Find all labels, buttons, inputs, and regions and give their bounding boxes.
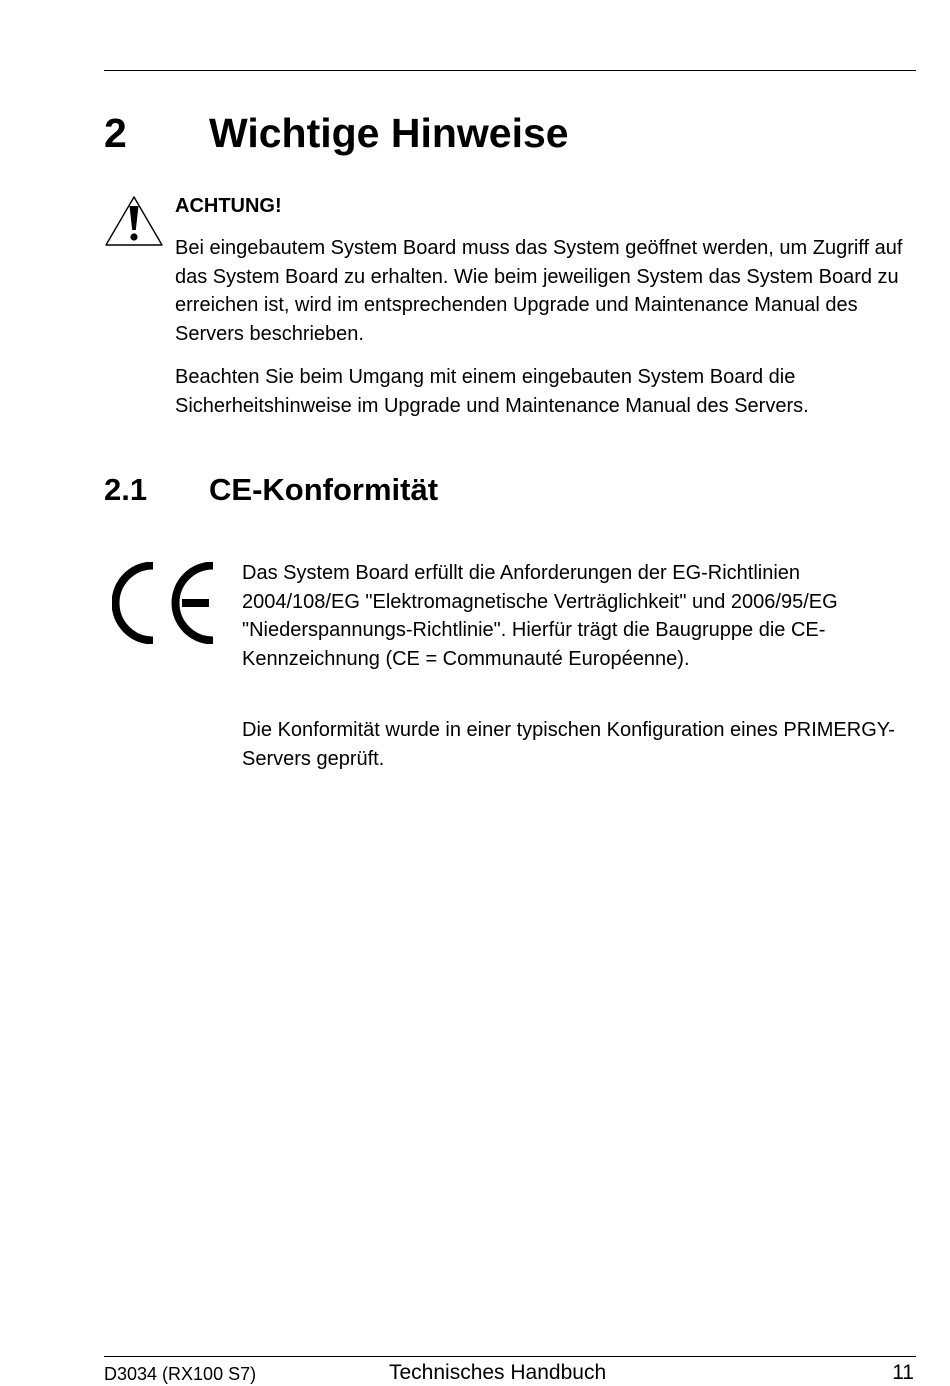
top-rule: [104, 70, 916, 71]
caution-paragraph-2: Beachten Sie beim Umgang mit einem eingebauten System Board die Sicherheitshinweise im Upgrade und Maintenance Manual des Servers.: [175, 366, 809, 417]
section-number: 2.1: [104, 472, 148, 507]
chapter-number: 2: [104, 110, 127, 156]
section-title: CE-Konformität: [209, 472, 439, 507]
ce-mark-icon: [112, 562, 216, 644]
footer-document-id: D3034 (RX100 S7): [104, 1364, 257, 1384]
caution-paragraph-1: Bei eingebautem System Board muss das System geöffnet werden, um Zugriff auf das System Board zu erhalten. Wie beim jeweiligen System das System Board zu erreichen ist, wird im entsprechenden Upgrade und Maintenance Manual des Servers beschrieben.: [175, 237, 903, 345]
footer-rule: [104, 1356, 916, 1357]
ce-paragraph-1: Das System Board erfüllt die Anforderungen der EG-Richtlinien 2004/108/EG "Elektromagnetische Verträglichkeit" und 2006/95/EG "Niederspannungs-Richtlinie". Hierfür trägt die Baugruppe die CE-Kennzeichnung (CE = Communauté Européenne).: [242, 562, 838, 670]
caution-label: ACHTUNG!: [175, 195, 282, 217]
warning-triangle-icon: [104, 194, 164, 248]
page-number: 11: [892, 1361, 914, 1384]
ce-paragraph-2: Die Konformität wurde in einer typischen Konfiguration eines PRIMERGY-Servers geprüft.: [242, 719, 895, 770]
footer-title: Technisches Handbuch: [389, 1361, 607, 1384]
chapter-title: Wichtige Hinweise: [209, 110, 569, 156]
